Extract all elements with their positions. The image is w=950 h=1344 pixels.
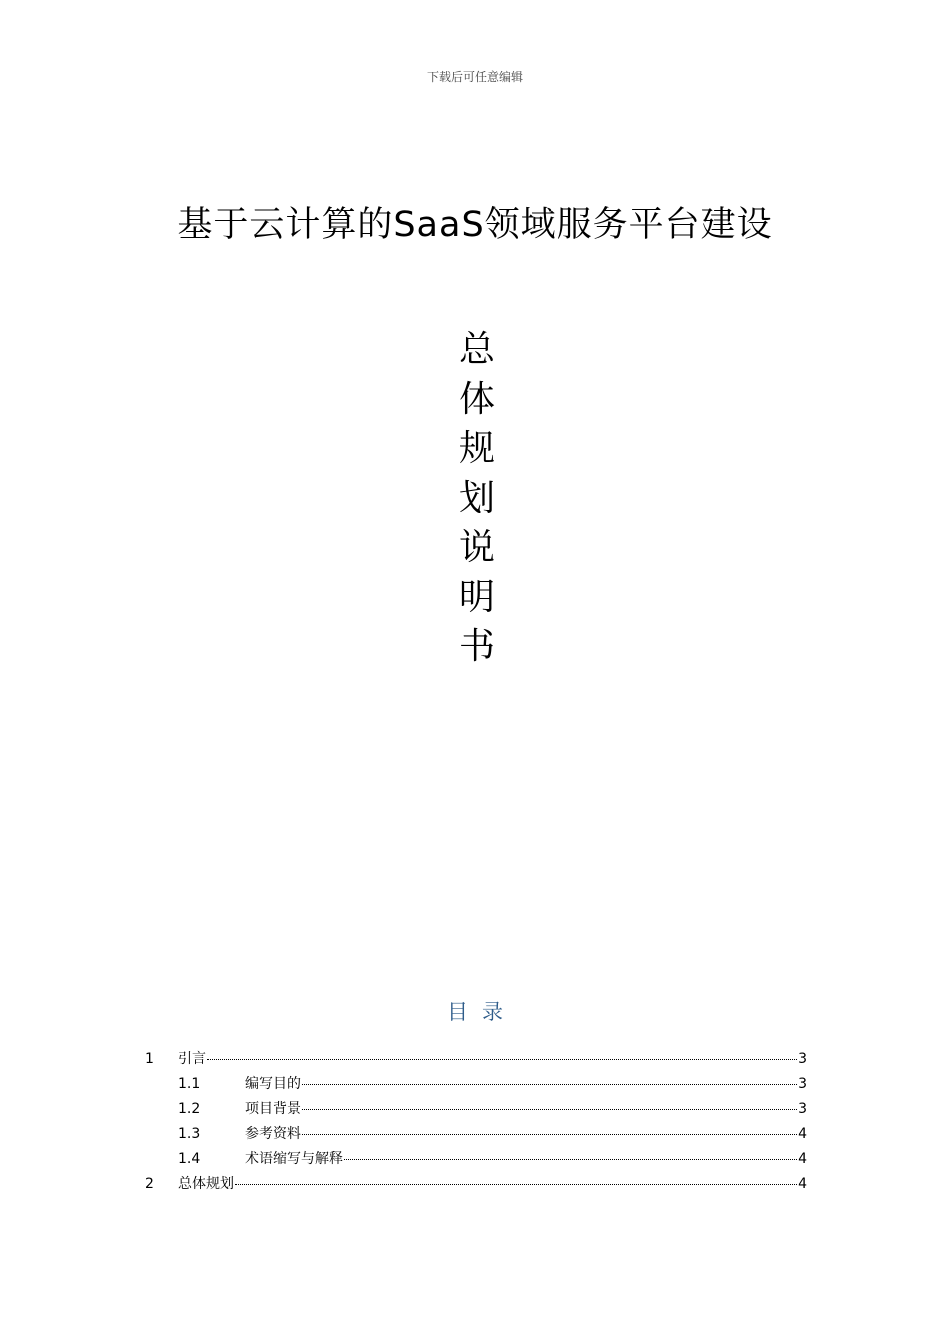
toc-entry[interactable]	[145, 1098, 807, 1123]
toc-entry-number: 1.3	[178, 1126, 201, 1142]
toc-entry-number: 2	[145, 1176, 154, 1192]
subtitle-char: 规	[458, 428, 495, 469]
toc-entry-title: 术语缩写与解释	[245, 1151, 343, 1167]
toc-entry-page: 3	[798, 1101, 807, 1117]
toc-leader-dots	[235, 1184, 797, 1185]
toc-entry-title: 参考资料	[245, 1126, 301, 1142]
header-note: 下载后可任意编辑	[426, 70, 523, 84]
subtitle-char: 体	[458, 378, 495, 420]
subtitle-char: 总	[458, 329, 495, 370]
toc-entry-title: 总体规划	[178, 1176, 234, 1192]
toc-entry[interactable]	[145, 1073, 807, 1098]
toc-leader-dots	[207, 1059, 797, 1060]
subtitle-char: 明	[458, 576, 495, 618]
toc-entry-page: 3	[798, 1051, 807, 1067]
toc-entry[interactable]	[145, 1123, 807, 1148]
document-title: 基于云计算的SaaS领域服务平台建设	[177, 205, 773, 245]
subtitle-char: 书	[458, 626, 495, 667]
toc-leader-dots	[302, 1134, 797, 1135]
toc-heading: 目录	[447, 1000, 517, 1024]
subtitle-vertical	[455, 325, 499, 672]
toc-entry-page: 3	[798, 1076, 807, 1092]
toc-entry-number: 1	[145, 1051, 154, 1067]
toc-entry-page: 4	[798, 1151, 807, 1167]
toc-entry-title: 引言	[178, 1051, 206, 1067]
toc-entry-page: 4	[798, 1176, 807, 1192]
subtitle-char: 说	[458, 527, 495, 568]
toc-leader-dots	[344, 1159, 797, 1160]
toc-entry-number: 1.4	[178, 1151, 201, 1167]
subtitle-char: 划	[458, 477, 495, 519]
toc-entry[interactable]	[145, 1173, 807, 1198]
toc-entry-page: 4	[798, 1126, 807, 1142]
toc-entry[interactable]	[145, 1148, 807, 1173]
toc-leader-dots	[302, 1084, 797, 1085]
toc-entry[interactable]	[145, 1048, 807, 1073]
toc-entry-number: 1.1	[178, 1076, 201, 1092]
toc-entry-title: 项目背景	[245, 1101, 301, 1117]
toc-entry-number: 1.2	[178, 1101, 201, 1117]
toc-leader-dots	[302, 1109, 797, 1110]
toc-entry-title: 编写目的	[245, 1076, 301, 1092]
table-of-contents	[145, 1048, 807, 1198]
